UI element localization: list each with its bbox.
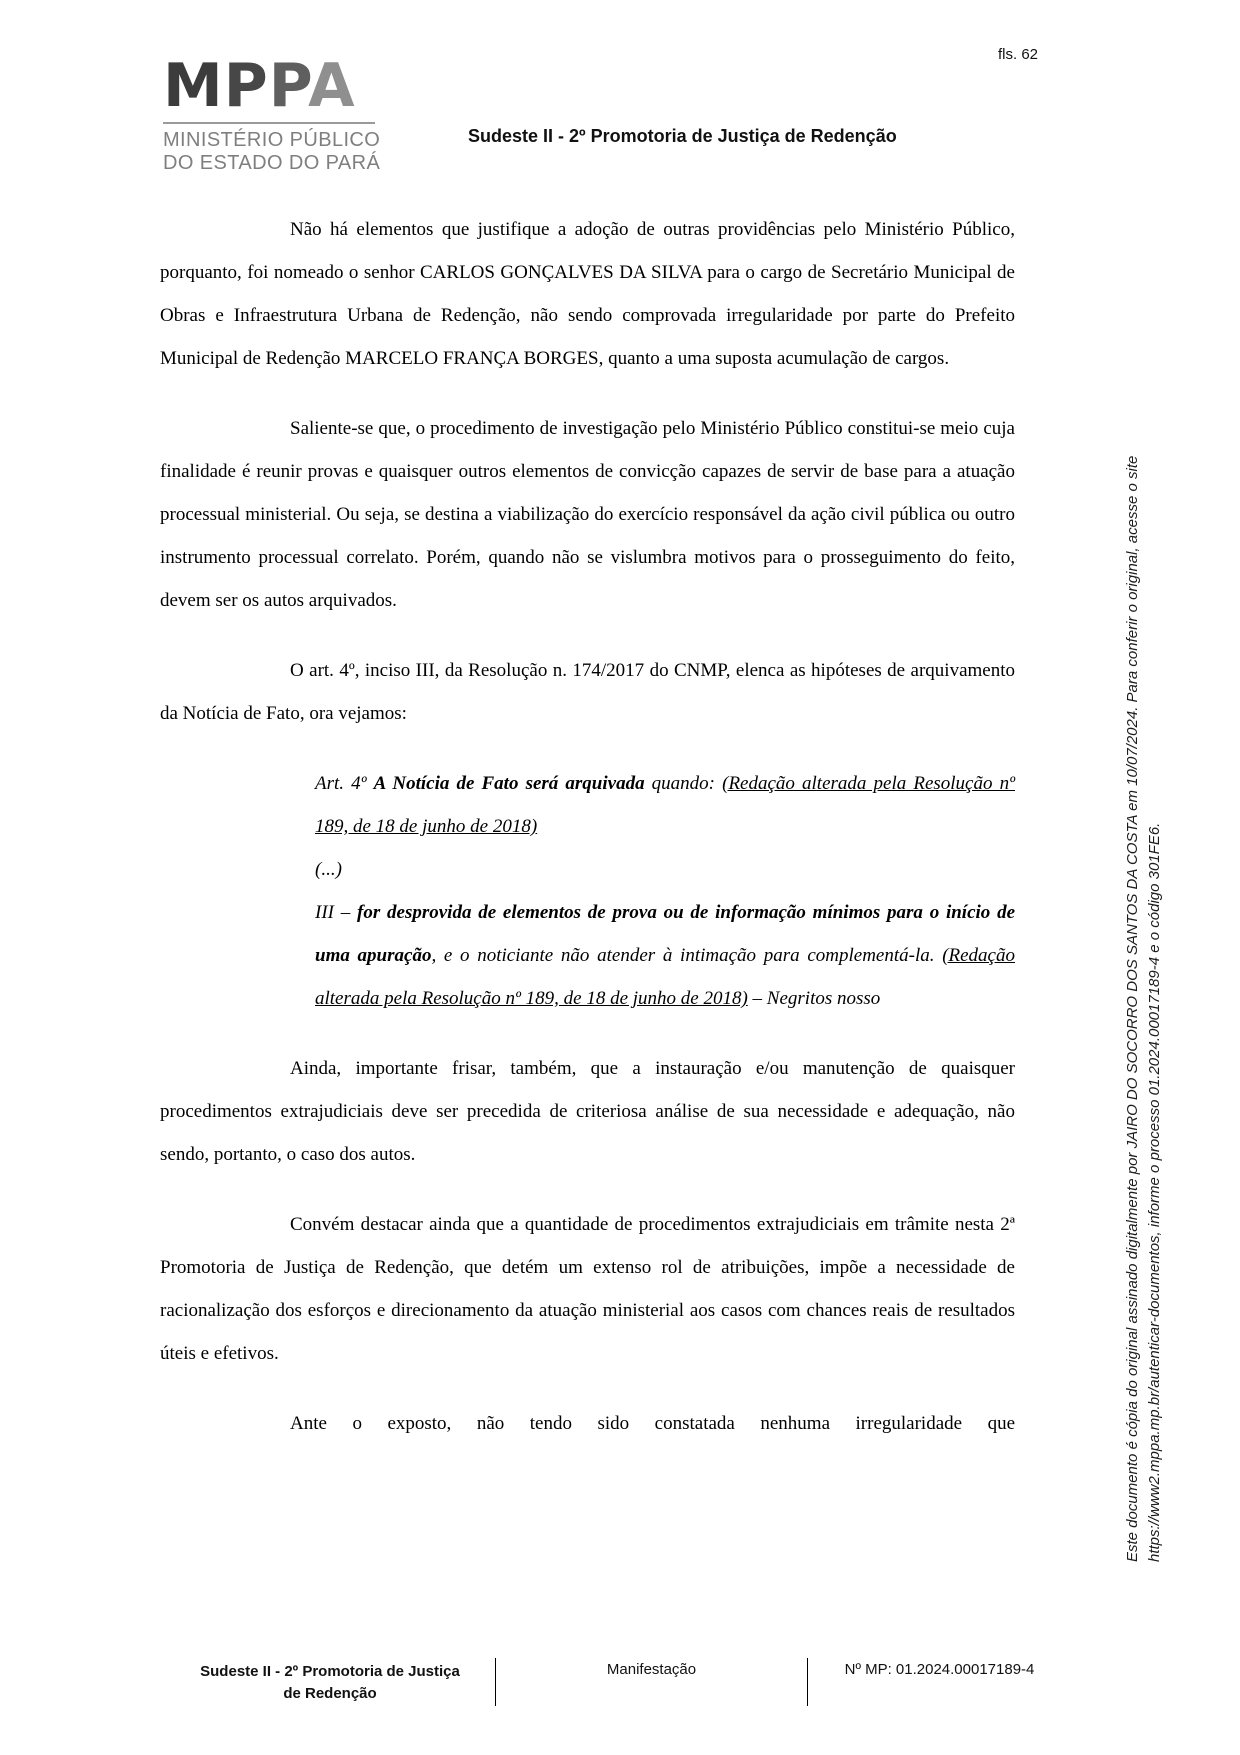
paragraph-1: Não há elementos que justifique a adoção de outras providências pelo Ministério Público, porquanto, foi nomeado o senhor CARLOS GONÇALVES DA SILVA para o cargo de Secretário Municipal de Obras e Infraestrutura Urbana de Redenção, não sendo comprovada irregularidade por parte do Prefeito Municipal de Redenção MARCELO FRANÇA BORGES, quanto a uma suposta acumulação de cargos. [160, 219, 1015, 369]
page-footer [165, 1658, 1071, 1706]
logo-letter-m: M [163, 51, 224, 121]
quote-ellipsis: (...) [315, 859, 342, 880]
mppa-logo-acronym [163, 51, 380, 121]
paragraph-2: Saliente-se que, o procedimento de investigação pelo Ministério Público constitui-se meio cuja finalidade é reunir provas e quaisquer outros elementos de convicção capazes de servir de base para a atuação processual ministerial. Ou seja, se destina a viabilização do exercício responsável da ação civil pública ou outro instrumento processual correlato. Porém, quando não se vislumbra motivos para o prosseguimento do feito, devem ser os autos arquivados. [160, 418, 1015, 611]
quote-block [315, 762, 1015, 1020]
logo-org-line1: MINISTÉRIO PÚBLICO [163, 129, 381, 151]
footer-doc-type-label: Manifestação [606, 1661, 697, 1678]
quote-art-bold: A Notícia de Fato será arquivada [373, 773, 645, 794]
logo-org-line2: DO ESTADO DO PARÁ [163, 152, 381, 174]
quote-iii-mid: , e o noticiante não atender à intimação para complementá-la. [431, 945, 943, 966]
logo-divider-rule [163, 122, 375, 124]
footer-mp-number [807, 1658, 1071, 1706]
signature-note-line1: Este documento é cópia do original assinado digitalmente por JAIRO DO SOCORRO DOS SANTOS DA COSTA em 10/07/2024. Para conferir o original, acesse o site [1124, 455, 1141, 1562]
quote-iii-suffix: – Negritos nosso [747, 988, 881, 1009]
paragraph-3: O art. 4º, inciso III, da Resolução n. 174/2017 do CNMP, elenca as hipóteses de arquivamento da Notícia de Fato, ora vejamos: [160, 660, 1015, 724]
quote-iii-underline: (Redação alterada pela Resolução nº 189, de 18 de junho de 2018) [315, 945, 1015, 1009]
footer-doc-type [495, 1658, 807, 1706]
logo-letter-p2: P [268, 51, 309, 121]
quote-line-3 [315, 891, 1015, 1020]
mppa-logo [163, 51, 381, 175]
footer-promotoria-line2: de Redenção [283, 1685, 377, 1702]
footer-promotoria [165, 1658, 495, 1706]
quote-art-mid: quando: [644, 773, 723, 794]
quote-art-underline: (Redação alterada pela Resolução nº 189, de 18 de junho de 2018) [315, 773, 1015, 837]
paragraph-6: Ante o exposto, não tendo sido constatada nenhuma irregularidade que [290, 1413, 1015, 1434]
folio-number: fls. 62 [998, 46, 1039, 63]
quote-art-prefix: Art. 4º [315, 773, 374, 794]
document-body [160, 208, 1015, 1472]
logo-letter-a: A [308, 51, 356, 121]
quote-iii-bold: for desprovida de elementos de prova ou de informação mínimos para o início de uma apuração [315, 902, 1016, 966]
header-title: Sudeste II - 2º Promotoria de Justiça de Redenção [468, 126, 897, 146]
footer-mp-number-value: Nº MP: 01.2024.00017189-4 [844, 1661, 1035, 1678]
signature-note-line2: https://www2.mppa.mp.br/autenticar-documentos, informe o processo 01.2024.00017189-4 e o código 301FE6. [1146, 822, 1163, 1562]
paragraph-5: Convém destacar ainda que a quantidade de procedimentos extrajudiciais em trâmite nesta 2ª Promotoria de Justiça de Redenção, que detém um extenso rol de atribuições, impõe a necessidade de racionalização dos esforços e direcionamento da atuação ministerial aos casos com chances reais de resultados úteis e efetivos. [160, 1214, 1015, 1364]
logo-letter-p1: P [223, 51, 269, 121]
paragraph-4: Ainda, importante frisar, também, que a instauração e/ou manutenção de quaisquer procedimentos extrajudiciais deve ser precedida de criteriosa análise de sua necessidade e adequação, não sendo, portanto, o caso dos autos. [160, 1058, 1015, 1165]
quote-line-1 [315, 762, 1015, 848]
quote-iii-prefix: III – [315, 902, 358, 923]
digital-signature-note [1122, 382, 1166, 1562]
footer-promotoria-line1: Sudeste II - 2º Promotoria de Justiça [200, 1663, 460, 1680]
